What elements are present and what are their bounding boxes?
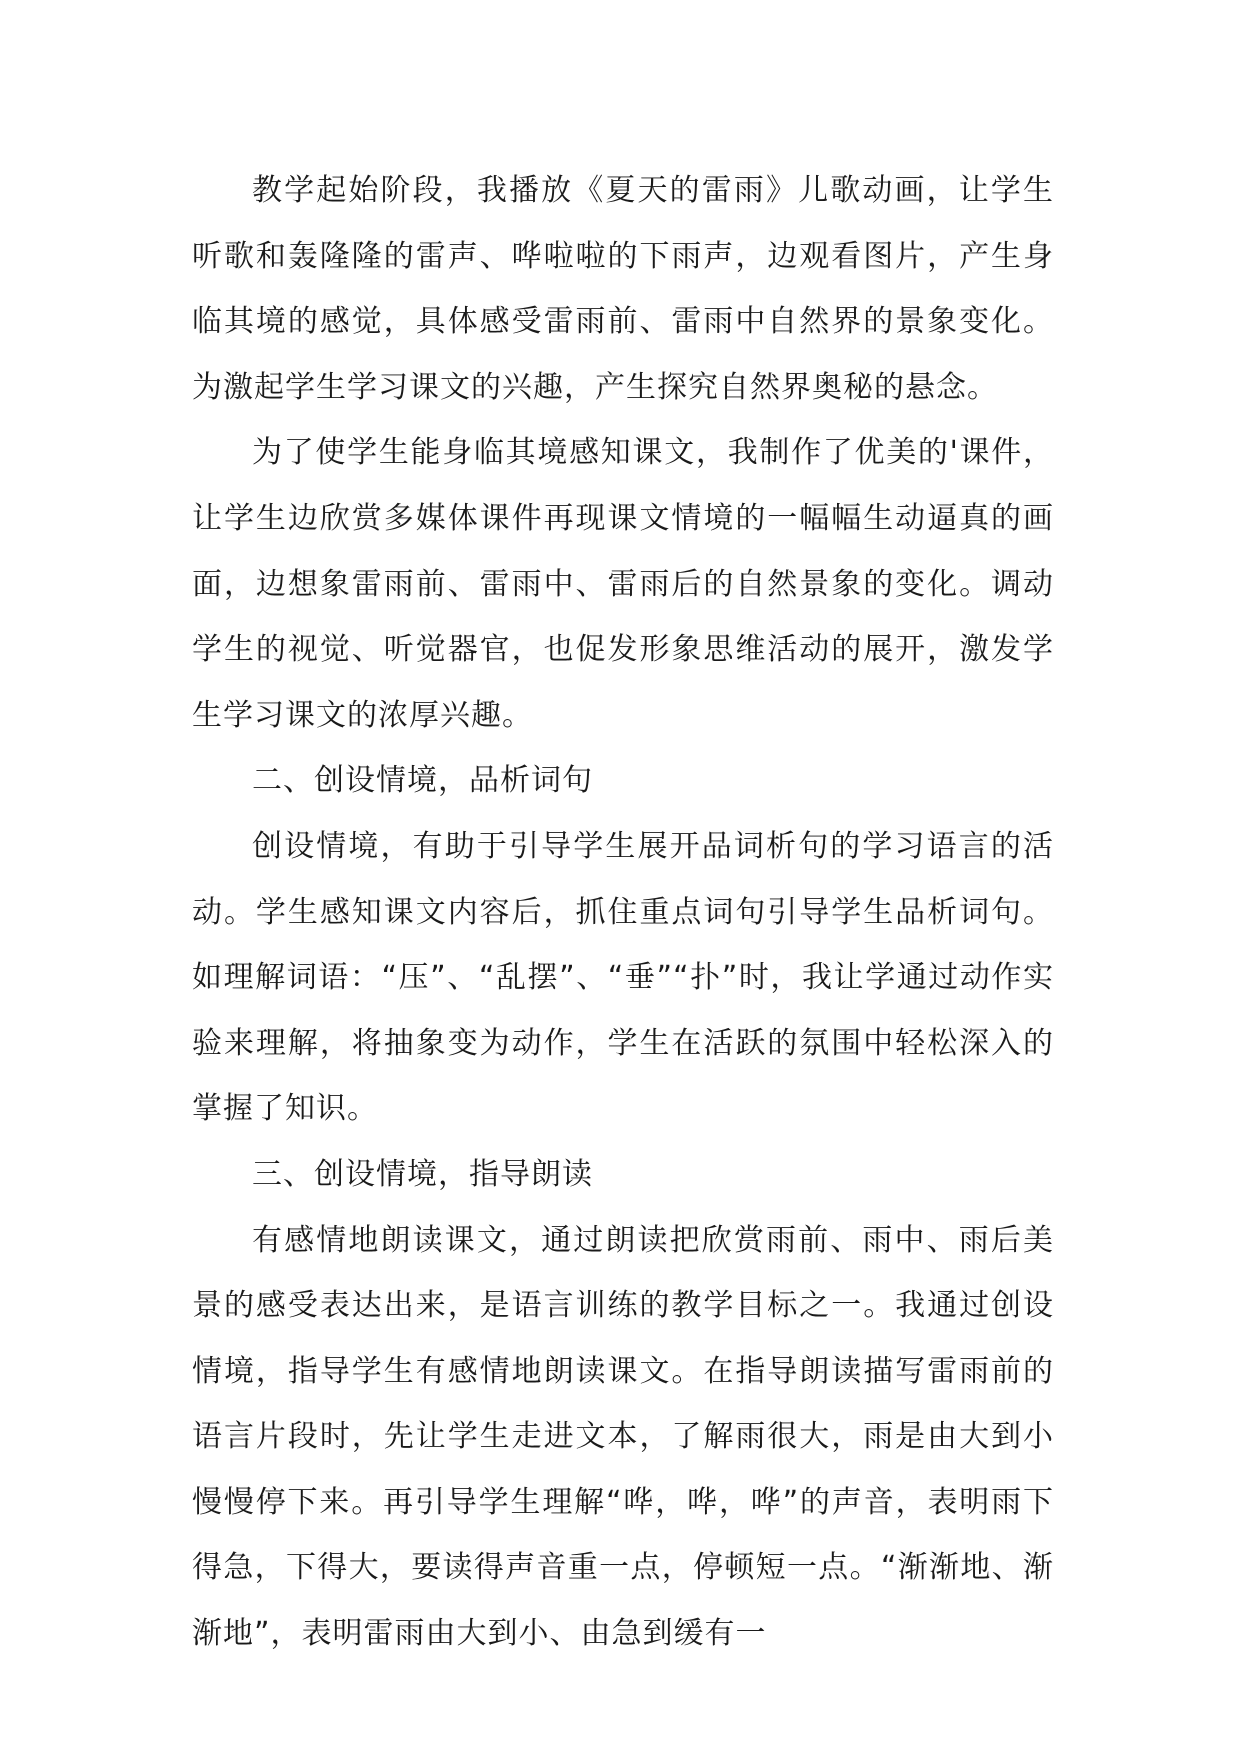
paragraph-intro-animation: 教学起始阶段，我播放《夏天的雷雨》儿歌动画，让学生听歌和轰隆隆的雷声、哗啦啦的下雨声，边观看图片，产生身临其境的感觉，具体感受雷雨前、雷雨中自然界的景象变化。为激起学生学习课文的兴趣，产生探究自然界奥秘的悬念。	[192, 173, 1054, 405]
paragraph-analyze-words: 创设情境，有助于引导学生展开品词析句的学习语言的活动。学生感知课文内容后，抓住重点词句引导学生品析词句。如理解词语：“压”、“乱摆”、“垂”“扑”时，我让学通过动作实验来理解，将抽象变为动作，学生在活跃的氛围中轻松深入的掌握了知识。	[192, 828, 1054, 1127]
section-heading-guide-reading: 三、创设情境，指导朗读	[252, 1156, 593, 1192]
paragraph-multimedia-courseware: 为了使学生能身临其境感知课文，我制作了优美的'课件，让学生边欣赏多媒体课件再现课文情境的一幅幅生动逼真的画面，边想象雷雨前、雷雨中、雷雨后的自然景象的变化。调动学生的视觉、听觉器官，也促发形象思维活动的展开，激发学生学习课文的浓厚兴趣。	[192, 435, 1054, 733]
document-body	[192, 158, 1054, 1667]
paragraph-guide-reading: 有感情地朗读课文，通过朗读把欣赏雨前、雨中、雨后美景的感受表达出来，是语言训练的教学目标之一。我通过创设情境，指导学生有感情地朗读课文。在指导朗读描写雷雨前的语言片段时，先让学生走进文本，了解雨很大，雨是由大到小慢慢停下来。再引导学生理解“哗，哗，哗”的声音，表明雨下得急，下得大，要读得声音重一点，停顿短一点。“渐渐地、渐渐地”，表明雷雨由大到小、由急到缓有一	[192, 1222, 1054, 1652]
section-heading-analyze-words: 二、创设情境，品析词句	[252, 763, 593, 799]
